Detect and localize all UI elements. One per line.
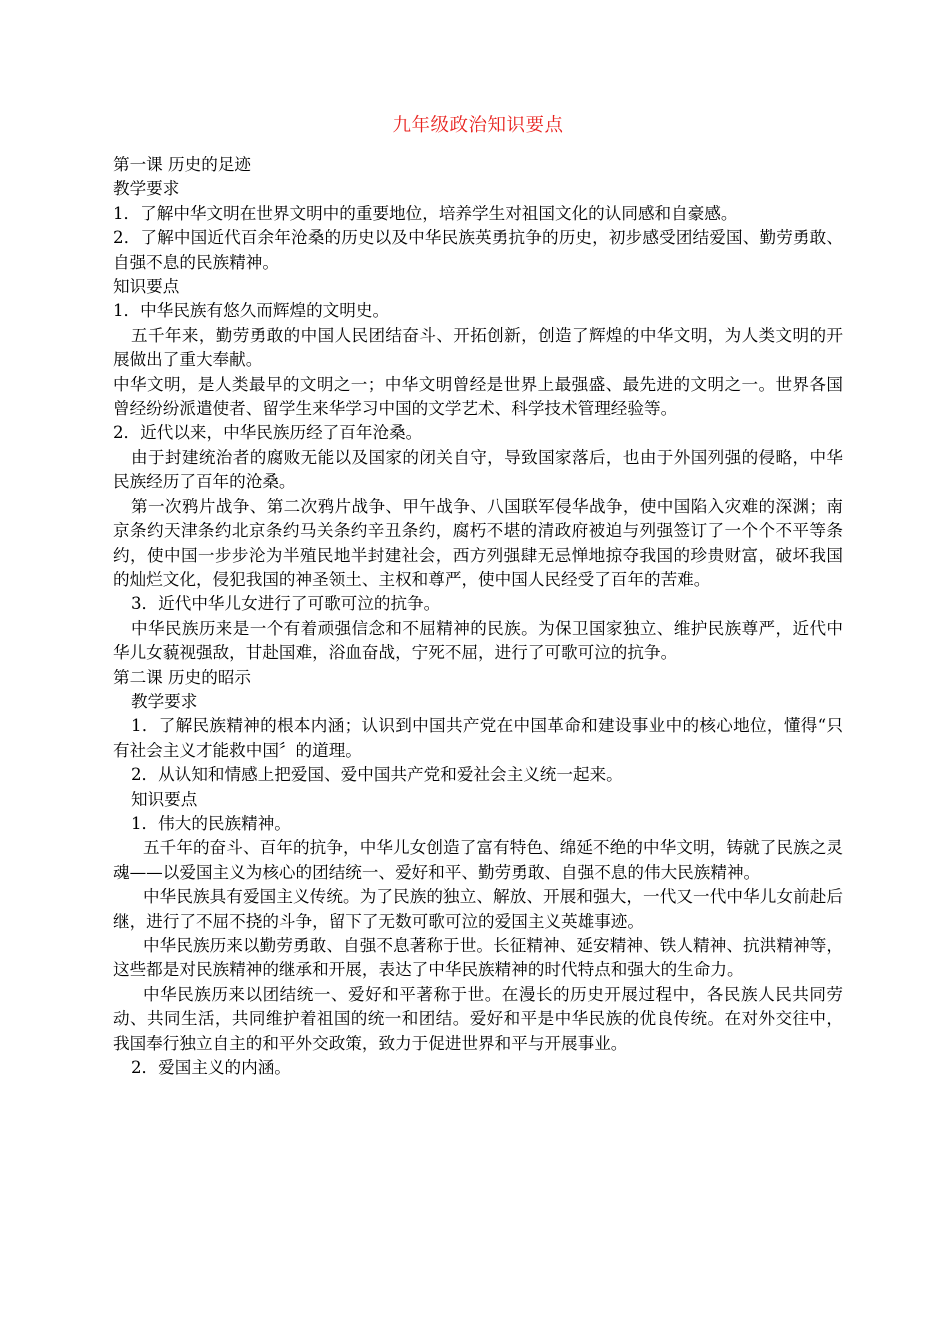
paragraph: 中华民族具有爱国主义传统。为了民族的独立、解放、开展和强大，一代又一代中华儿女前赴后继，进行了不屈不挠的斗争，留下了无数可歌可泣的爱国主义英雄事迹。 (113, 887, 843, 931)
paragraph: 五千年的奋斗、百年的抗争，中华儿女创造了富有特色、绵延不绝的中华文明，铸就了民族之灵魂——以爱国主义为核心的团结统一、爱好和平、勤劳勇敢、自强不息的伟大民族精神。 (113, 838, 843, 882)
section-heading: 知识要点 (131, 789, 198, 809)
section-heading: 教学要求 (131, 691, 198, 711)
paragraph: 由于封建统治者的腐败无能以及国家的闭关自守，导致国家落后，也由于外国列强的侵略，中华民族经历了百年的沧桑。 (113, 447, 843, 492)
section-heading: 知识要点 (113, 277, 180, 297)
paragraph: 中华民族历来以团结统一、爱好和平著称于世。在漫长的历史开展过程中，各民族人民共同劳动、共同生活，共同维护着祖国的统一和团结。爱好和平是中华民族的优良传统。在对外交往中，我国奉行独立自主的和平外交政策，致力于促进世界和平与开展事业。 (113, 984, 843, 1053)
paragraph: 2．从认知和情感上把爱国、爱中国共产党和爱社会主义统一起来。 (131, 765, 623, 785)
section-heading: 教学要求 (113, 179, 180, 199)
paragraph: 1．了解民族精神的根本内涵；认识到中国共产党在中国革命和建设事业中的核心地位，懂得“只有社会主义才能救中国〞的道理。 (113, 716, 843, 760)
paragraph: 中华民族历来以勤劳勇敢、自强不息著称于世。长征精神、延安精神、铁人精神、抗洪精神等，这些都是对民族精神的继承和开展，表达了中华民族精神的时代特点和强大的生命力。 (113, 936, 843, 980)
paragraph: 1．中华民族有悠久而辉煌的文明史。 (113, 301, 390, 321)
paragraph: 第一次鸦片战争、第二次鸦片战争、甲午战争、八国联军侵华战争，使中国陷入灾难的深渊；南京条约天津条约北京条约马关条约辛丑条约，腐朽不堪的清政府被迫与列强签订了一个个不平等条约，使中国一步步沦为半殖民地半封建社会，西方列强肆无忌惮地掠夺我国的珍贵财富，破坏我国的灿烂文化，侵犯我国的神圣领土、主权和尊严，使中国人民经受了百年的苦难。 (113, 496, 843, 589)
paragraph: 中华文明，是人类最早的文明之一；中华文明曾经是世界上最强盛、最先进的文明之一。世界各国曾经纷纷派遣使者、留学生来华学习中国的文学艺术、科学技术管理经验等。 (113, 374, 843, 419)
document-title: 九年级政治知识要点 (392, 115, 564, 136)
paragraph: 2．爱国主义的内涵。 (131, 1058, 291, 1078)
lesson-heading: 第二课 历史的昭示 (113, 667, 252, 687)
paragraph: 1．了解中华文明在世界文明中的重要地位，培养学生对祖国文化的认同感和自豪感。 (113, 203, 738, 223)
paragraph: 五千年来，勤劳勇敢的中国人民团结奋斗、开拓创新，创造了辉煌的中华文明，为人类文明的开展做出了重大奉献。 (113, 325, 843, 370)
paragraph: 2．了解中国近代百余年沧桑的历史以及中华民族英勇抗争的历史，初步感受团结爱国、勤劳勇敢、自强不息的民族精神。 (113, 228, 843, 272)
paragraph: 中华民族历来是一个有着顽强信念和不屈精神的民族。为保卫国家独立、维护民族尊严，近代中华儿女藐视强敌，甘赴国难，浴血奋战，宁死不屈，进行了可歌可泣的抗争。 (113, 618, 843, 663)
document-page (113, 104, 843, 1080)
lesson-heading: 第一课 历史的足迹 (113, 155, 252, 174)
paragraph: 1．伟大的民族精神。 (131, 813, 291, 833)
paragraph: 3．近代中华儿女进行了可歌可泣的抗争。 (131, 594, 441, 614)
paragraph: 2．近代以来，中华民族历经了百年沧桑。 (113, 423, 423, 443)
